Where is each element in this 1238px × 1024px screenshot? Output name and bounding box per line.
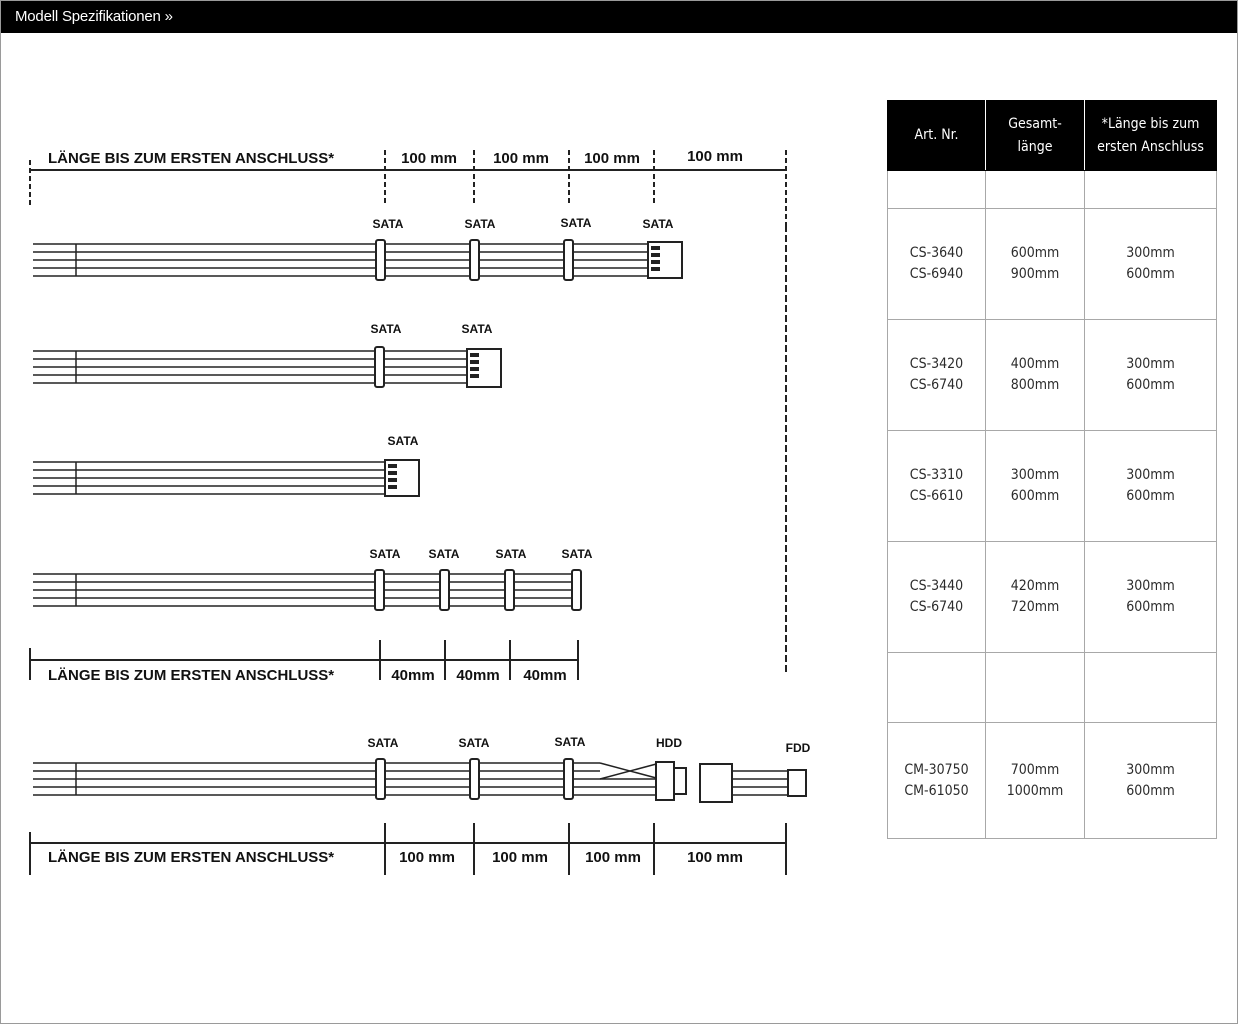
cell-value: CM-30750	[904, 761, 969, 778]
table-row	[888, 542, 1217, 653]
cell-lines	[986, 576, 1084, 618]
connector-label: SATA	[560, 216, 592, 230]
mid-dimension-segment: 40mm	[456, 667, 500, 684]
cell-value: 600mm	[1126, 377, 1175, 393]
cell-value: 300mm	[1126, 761, 1175, 778]
molex-connector	[700, 764, 732, 802]
connector-label: SATA	[428, 547, 460, 561]
cable-1-wires	[33, 244, 650, 276]
table-cell	[986, 209, 1085, 320]
cell-lines	[1085, 354, 1216, 396]
connector-label: SATA	[458, 736, 490, 750]
top-dimension-label: LÄNGE BIS ZUM ERSTEN ANSCHLUSS*	[48, 150, 335, 167]
cell-value: 300mm	[1126, 356, 1175, 372]
table-cell	[1085, 431, 1217, 542]
cell-lines	[986, 243, 1084, 285]
cell-value: 600mm	[1126, 266, 1175, 282]
table-row	[888, 431, 1217, 542]
cable-5	[33, 759, 806, 802]
cell-lines	[1085, 576, 1216, 618]
connector-label: SATA	[369, 547, 401, 561]
cell-value: CS-3310	[909, 467, 964, 483]
column-header-first-connector	[1085, 101, 1217, 171]
cell-lines	[986, 113, 1084, 159]
table-cell	[888, 171, 986, 209]
cell-value: 800mm	[1010, 377, 1060, 393]
table-cell	[986, 542, 1085, 653]
spec-table-header-row	[888, 101, 1217, 171]
cell-lines	[888, 124, 985, 147]
table-cell	[986, 723, 1085, 839]
connector-label: SATA	[561, 547, 593, 561]
table-row	[888, 723, 1217, 839]
connector-label: SATA	[554, 735, 586, 749]
table-cell	[888, 542, 986, 653]
cable-3	[33, 460, 419, 496]
cell-value: 600mm	[1010, 488, 1060, 504]
cell-value: 300mm	[1126, 467, 1175, 483]
connector-label: SATA	[461, 322, 493, 336]
cell-lines	[888, 354, 985, 396]
cell-lines	[888, 243, 985, 285]
cell-lines	[1085, 760, 1216, 802]
connector-label: SATA	[642, 217, 674, 231]
table-cell	[986, 431, 1085, 542]
sata-clip	[375, 347, 384, 387]
cell-value: 300mm	[1126, 578, 1175, 594]
top-dimension-segment: 100 mm	[584, 150, 640, 167]
cell-lines	[888, 760, 985, 802]
cell-lines	[986, 354, 1084, 396]
cell-value: CS-6940	[909, 266, 964, 282]
table-cell	[1085, 320, 1217, 431]
cell-value: 400mm	[1010, 356, 1060, 372]
table-row	[888, 171, 1217, 209]
connector-label: SATA	[464, 217, 496, 231]
cell-value: CS-6610	[909, 488, 964, 504]
sata-clip	[376, 759, 385, 799]
cell-value: CS-3640	[909, 245, 964, 261]
cell-value: 720mm	[1010, 599, 1060, 615]
connector-label: SATA	[367, 736, 399, 750]
cell-lines	[888, 576, 985, 618]
connector-label: SATA	[372, 217, 404, 231]
top-dimension-segment: 100 mm	[687, 148, 743, 165]
sata-clip	[564, 759, 573, 799]
header-line: länge	[1017, 138, 1053, 155]
cell-value: 700mm	[1010, 761, 1060, 778]
sata-clip	[564, 240, 573, 280]
cell-value: CS-6740	[909, 599, 964, 615]
cell-value: 600mm	[1126, 599, 1175, 615]
connector-label: SATA	[387, 434, 419, 448]
cell-value: 1000mm	[1006, 782, 1064, 799]
cell-value: 420mm	[1010, 578, 1060, 594]
table-cell	[888, 209, 986, 320]
mid-dimension-segment: 40mm	[391, 667, 435, 684]
connector-label: SATA	[495, 547, 527, 561]
connector-label: HDD	[656, 736, 682, 750]
bottom-dimension-segment: 100 mm	[399, 849, 455, 866]
bottom-dimension-segment: 100 mm	[492, 849, 548, 866]
cell-lines	[986, 465, 1084, 507]
cell-value: CS-3440	[909, 578, 964, 594]
header-line: Art. Nr.	[914, 127, 959, 143]
cell-value: 300mm	[1126, 245, 1175, 261]
cable-4	[33, 570, 581, 610]
table-cell	[888, 653, 986, 723]
sata-clip	[440, 570, 449, 610]
section-header-title: Modell Spezifikationen »	[15, 8, 173, 25]
cell-value: 300mm	[1010, 467, 1060, 483]
column-header-art-nr	[888, 101, 986, 171]
table-cell	[1085, 209, 1217, 320]
top-dimension-segment: 100 mm	[401, 150, 457, 167]
cell-value: 900mm	[1010, 266, 1060, 282]
spec-table	[887, 100, 1217, 839]
table-cell	[1085, 653, 1217, 723]
table-cell	[986, 320, 1085, 431]
cell-value: 600mm	[1126, 782, 1175, 799]
cell-lines	[1085, 243, 1216, 285]
table-cell	[888, 320, 986, 431]
fdd-connector	[788, 770, 806, 796]
cell-value: 600mm	[1126, 488, 1175, 504]
mid-dimension-label: LÄNGE BIS ZUM ERSTEN ANSCHLUSS*	[48, 667, 335, 684]
cell-lines	[888, 465, 985, 507]
sata-clip	[572, 570, 581, 610]
connector-label: FDD	[785, 741, 811, 755]
cell-value: CM-61050	[904, 782, 969, 799]
table-row	[888, 653, 1217, 723]
header-line: ersten Anschluss	[1097, 138, 1204, 155]
table-cell	[1085, 542, 1217, 653]
sata-clip	[505, 570, 514, 610]
bottom-dimension-segment: 100 mm	[585, 849, 641, 866]
sata-clip	[470, 759, 479, 799]
table-cell	[1085, 723, 1217, 839]
column-header-total-length	[986, 101, 1085, 171]
top-dimension-segment: 100 mm	[493, 150, 549, 167]
cell-lines	[986, 760, 1084, 802]
connector-label: SATA	[370, 322, 402, 336]
sata-clip	[470, 240, 479, 280]
table-cell	[1085, 171, 1217, 209]
table-cell	[986, 171, 1085, 209]
cable-2	[33, 347, 501, 387]
bottom-dimension-label: LÄNGE BIS ZUM ERSTEN ANSCHLUSS*	[48, 849, 335, 866]
table-row	[888, 209, 1217, 320]
cell-value: CS-3420	[909, 356, 964, 372]
mid-dimension-segment: 40mm	[523, 667, 567, 684]
table-cell	[888, 431, 986, 542]
cell-lines	[1085, 113, 1216, 159]
cell-value: 600mm	[1010, 245, 1060, 261]
bottom-dimension-segment: 100 mm	[687, 849, 743, 866]
table-row	[888, 320, 1217, 431]
header-line: Gesamt-	[1008, 115, 1062, 132]
sata-clip	[376, 240, 385, 280]
cable-1	[33, 240, 682, 280]
hdd-connector-body	[674, 768, 686, 794]
table-cell	[986, 653, 1085, 723]
hdd-connector	[656, 762, 674, 800]
cell-lines	[1085, 465, 1216, 507]
sata-clip	[375, 570, 384, 610]
header-line: *Länge bis zum	[1101, 115, 1200, 132]
table-cell	[888, 723, 986, 839]
cell-value: CS-6740	[909, 377, 964, 393]
